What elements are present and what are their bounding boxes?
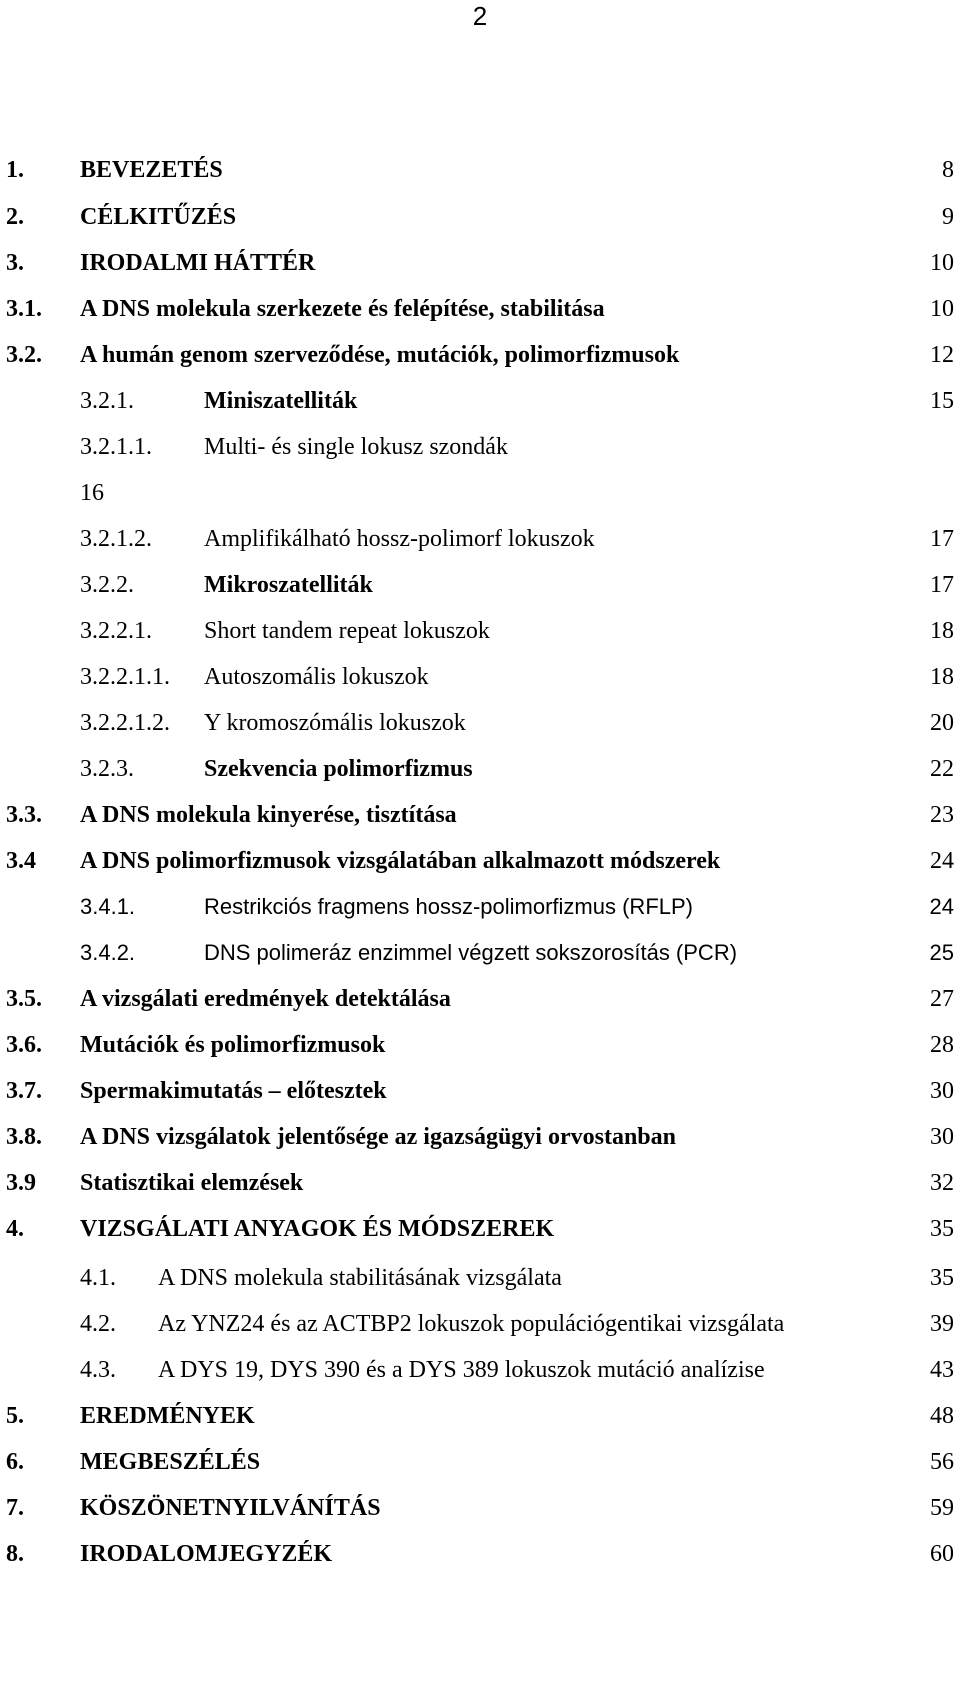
toc-entry[interactable] <box>0 1260 960 1296</box>
toc-entry[interactable] <box>0 613 960 649</box>
entry-number: 3.3. <box>6 802 42 828</box>
toc-entry[interactable] <box>0 199 960 235</box>
toc-entry[interactable] <box>0 1165 960 1201</box>
entry-page: 10 <box>930 296 954 322</box>
entry-page: 30 <box>930 1124 954 1150</box>
toc-entry[interactable] <box>0 1490 960 1526</box>
entry-page: 27 <box>930 986 954 1012</box>
entry-page: 8 <box>942 157 954 183</box>
entry-title: Az YNZ24 és az ACTBP2 lokuszok populációgentikai vizsgálata <box>158 1311 785 1337</box>
entry-page: 32 <box>930 1170 954 1196</box>
toc-entry[interactable] <box>0 1398 960 1434</box>
entry-title: Short tandem repeat lokuszok <box>204 618 490 644</box>
entry-page: 20 <box>930 710 954 736</box>
entry-number: 3.2.2.1.1. <box>80 664 170 690</box>
entry-number: 3.5. <box>6 986 42 1012</box>
entry-number: 3.9 <box>6 1170 36 1196</box>
entry-title: Multi- és single lokusz szondák <box>204 434 508 460</box>
entry-number: 3.2.1.2. <box>80 526 152 552</box>
entry-number: 4.2. <box>80 1311 116 1337</box>
entry-title: IRODALOMJEGYZÉK <box>80 1541 333 1567</box>
entry-number: 3.4.1. <box>80 894 136 919</box>
toc-entry[interactable] <box>0 337 960 373</box>
entry-number: 3.7. <box>6 1078 42 1104</box>
entry-number: 3. <box>6 250 24 276</box>
entry-page: 24 <box>930 848 954 874</box>
toc-entry-continuation[interactable] <box>0 475 960 511</box>
entry-page: 15 <box>930 388 954 414</box>
toc-entry[interactable] <box>0 889 960 925</box>
entry-page: 12 <box>930 342 954 368</box>
entry-number: 3.2.1. <box>80 388 134 414</box>
entry-number: 2. <box>6 204 24 230</box>
toc-entry[interactable] <box>0 751 960 787</box>
toc-entry[interactable] <box>0 291 960 327</box>
entry-page: 35 <box>930 1265 954 1291</box>
toc-entry[interactable] <box>0 1444 960 1480</box>
entry-title: A humán genom szerveződése, mutációk, polimorfizmusok <box>80 342 680 368</box>
entry-title: Restrikciós fragmens hossz-polimorfizmus (RFLP) <box>204 894 693 919</box>
entry-page: 25 <box>929 940 954 965</box>
toc-entry[interactable] <box>0 567 960 603</box>
entry-number: 3.2. <box>6 342 42 368</box>
entry-number: 6. <box>6 1449 24 1475</box>
toc-entry[interactable] <box>0 1536 960 1572</box>
toc-entry[interactable] <box>0 245 960 281</box>
entry-page: 59 <box>930 1495 954 1521</box>
toc-entry[interactable] <box>0 1073 960 1109</box>
toc-entry[interactable] <box>0 843 960 879</box>
entry-title: A DNS molekula szerkezete és felépítése, stabilitása <box>80 296 605 322</box>
entry-title: Statisztikai elemzések <box>80 1170 304 1196</box>
entry-page: 35 <box>930 1216 954 1242</box>
entry-title: Amplifikálható hossz-polimorf lokuszok <box>204 526 595 552</box>
entry-number: 3.8. <box>6 1124 42 1150</box>
entry-title: MEGBESZÉLÉS <box>80 1449 261 1475</box>
entry-title: BEVEZETÉS <box>80 157 223 183</box>
entry-number: 4.3. <box>80 1357 116 1383</box>
entry-title: Miniszatelliták <box>204 388 358 414</box>
entry-number: 4. <box>6 1216 24 1242</box>
toc-entry[interactable] <box>0 935 960 971</box>
entry-number: 3.1. <box>6 296 42 322</box>
entry-number: 3.2.2.1. <box>80 618 152 644</box>
toc-entry[interactable] <box>0 152 960 188</box>
entry-page: 39 <box>930 1311 954 1337</box>
toc-entry[interactable] <box>0 1352 960 1388</box>
toc-entry[interactable] <box>0 981 960 1017</box>
entry-number: 3.4 <box>6 848 36 874</box>
entry-number: 8. <box>6 1541 24 1567</box>
entry-title: VIZSGÁLATI ANYAGOK ÉS MÓDSZEREK <box>80 1216 555 1242</box>
entry-page-wrapped: 16 <box>80 480 104 506</box>
entry-number: 3.2.1.1. <box>80 434 152 460</box>
entry-page: 43 <box>930 1357 954 1383</box>
entry-title: Szekvencia polimorfizmus <box>204 756 473 782</box>
entry-title: Y kromoszómális lokuszok <box>204 710 466 736</box>
entry-page: 17 <box>930 526 954 552</box>
toc-entry[interactable] <box>0 705 960 741</box>
toc-entry[interactable] <box>0 659 960 695</box>
entry-page: 18 <box>930 664 954 690</box>
toc-entry[interactable] <box>0 797 960 833</box>
toc-entry[interactable] <box>0 1211 960 1247</box>
entry-title: Mutációk és polimorfizmusok <box>80 1032 386 1058</box>
entry-page: 56 <box>930 1449 954 1475</box>
entry-page: 24 <box>929 894 954 919</box>
entry-page: 22 <box>930 756 954 782</box>
toc-entry[interactable] <box>0 383 960 419</box>
entry-number: 3.4.2. <box>80 940 136 965</box>
entry-page: 23 <box>930 802 954 828</box>
entry-page: 60 <box>930 1541 954 1567</box>
entry-number: 7. <box>6 1495 24 1521</box>
entry-number: 3.2.3. <box>80 756 134 782</box>
entry-title: Autoszomális lokuszok <box>204 664 429 690</box>
entry-title: KÖSZÖNETNYILVÁNÍTÁS <box>80 1495 381 1521</box>
entry-number: 1. <box>6 157 24 183</box>
entry-title: DNS polimeráz enzimmel végzett sokszorosítás (PCR) <box>204 940 738 965</box>
entry-title: A DNS vizsgálatok jelentősége az igazságügyi orvostanban <box>80 1124 676 1150</box>
entry-title: A DNS polimorfizmusok vizsgálatában alkalmazott módszerek <box>80 848 721 874</box>
entry-page: 18 <box>930 618 954 644</box>
entry-page: 48 <box>930 1403 954 1429</box>
entry-number: 5. <box>6 1403 24 1429</box>
toc-entry[interactable] <box>0 429 960 465</box>
entry-page: 9 <box>942 204 954 230</box>
entry-title: A DNS molekula stabilitásának vizsgálata <box>158 1265 562 1291</box>
entry-page: 10 <box>930 250 954 276</box>
entry-page: 28 <box>930 1032 954 1058</box>
entry-title: Mikroszatelliták <box>204 572 373 598</box>
entry-title: EREDMÉNYEK <box>80 1403 255 1429</box>
entry-number: 4.1. <box>80 1265 116 1291</box>
entry-title: CÉLKITŰZÉS <box>80 204 237 230</box>
entry-title: A DNS molekula kinyerése, tisztítása <box>80 802 457 828</box>
entry-number: 3.2.2.1.2. <box>80 710 170 736</box>
entry-page: 30 <box>930 1078 954 1104</box>
entry-title: IRODALMI HÁTTÉR <box>80 250 316 276</box>
entry-page: 17 <box>930 572 954 598</box>
entry-title: A DYS 19, DYS 390 és a DYS 389 lokuszok mutáció analízise <box>158 1357 765 1383</box>
entry-number: 3.2.2. <box>80 572 134 598</box>
toc-entry[interactable] <box>0 1119 960 1155</box>
entry-title: Spermakimutatás – előtesztek <box>80 1078 387 1104</box>
entry-number: 3.6. <box>6 1032 42 1058</box>
entry-title: A vizsgálati eredmények detektálása <box>80 986 451 1012</box>
page-number: 2 <box>472 1 488 31</box>
toc-entry[interactable] <box>0 1306 960 1342</box>
toc-entry[interactable] <box>0 1027 960 1063</box>
toc-entry[interactable] <box>0 521 960 557</box>
